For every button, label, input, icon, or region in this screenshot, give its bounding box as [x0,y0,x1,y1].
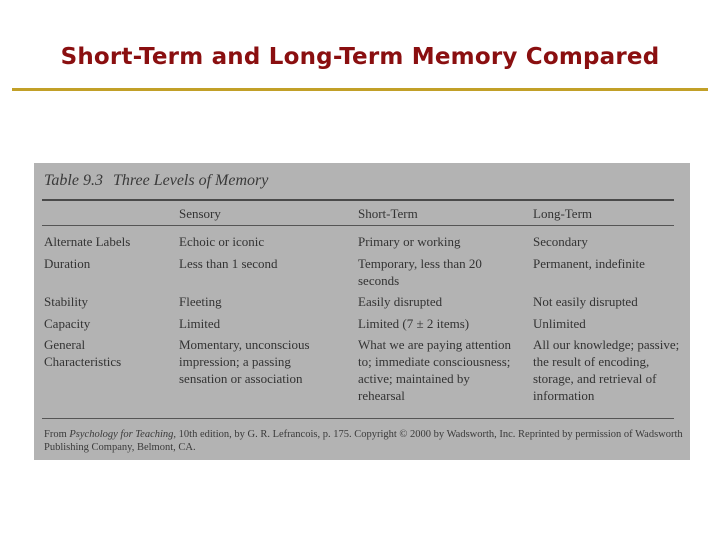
cell-long-term: All our knowledge; passive; the result of encoding, storage, and retrieval of information [533,337,680,403]
cell-sensory: Fleeting [179,294,222,309]
cell-long-term: Not easily disrupted [533,294,638,309]
table-title: Three Levels of Memory [112,172,269,189]
row-label-general-characteristics: General Characteristics [44,337,122,369]
cell-long-term: Unlimited [533,316,586,331]
table-caption [44,172,268,190]
row-label-stability: Stability [44,294,89,309]
cell-short-term: Primary or working [358,234,461,249]
cell-short-term: Easily disrupted [358,294,443,309]
cell-short-term: Temporary, less than 20 seconds [358,256,482,288]
table-credit [44,428,684,454]
credit-prefix: From [44,429,70,440]
row-label-duration: Duration [44,256,91,271]
credit-text: 10th edition, by G. R. Lefrancois, p. 175. Copyright © 2000 by Wadsworth, Inc. Reprinted by permission of Wadsworth Publishing Company, Belmont, CA. [44,429,683,453]
cell-long-term: Permanent, indefinite [533,256,645,271]
column-header-sensory: Sensory [179,206,221,221]
credit-book-title: Psychology for Teaching, [69,429,177,440]
table-top-rule [42,199,674,201]
row-label-capacity: Capacity [44,316,91,331]
cell-sensory: Less than 1 second [179,256,278,271]
cell-short-term: What we are paying attention to; immediate consciousness; active; maintained by rehearsal [358,337,512,403]
row-label-alternate-labels: Alternate Labels [44,234,131,249]
slide-title: Short-Term and Long-Term Memory Compared [60,44,660,70]
table-bottom-rule [42,418,674,419]
table-image [34,163,690,460]
table-number: Table 9.3 [44,172,103,189]
title-divider [12,88,708,91]
column-header-long-term: Long-Term [533,206,593,221]
cell-short-term: Limited (7 ± 2 items) [358,316,470,331]
cell-sensory: Limited [179,316,221,331]
cell-long-term: Secondary [533,234,588,249]
column-header-short-term: Short-Term [358,206,418,221]
cell-sensory: Echoic or iconic [179,234,265,249]
header-rule [42,225,674,226]
cell-sensory: Momentary, unconscious impression; a passing sensation or association [179,337,310,386]
